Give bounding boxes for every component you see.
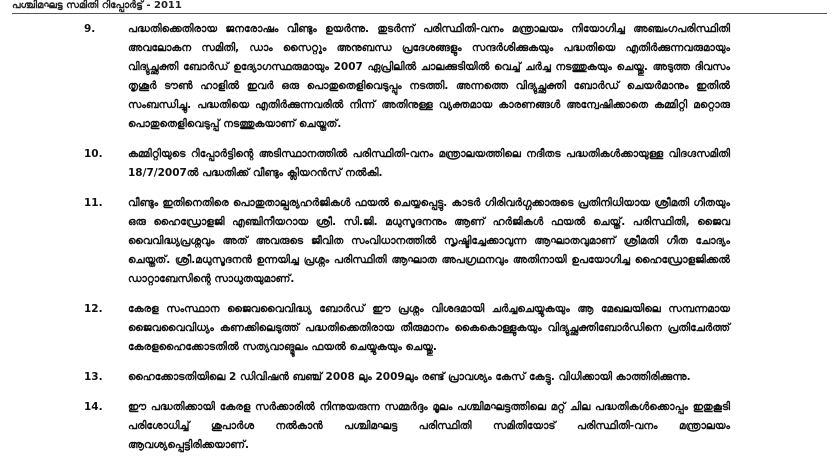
item-paragraph: ഈ പദ്ധതിക്കായി കേരള സർക്കാരിൽ നിന്നുയരുന്ന സമ്മർദ്ദം മൂലം പശ്ചിമഘട്ടത്തിലെ മറ്റ് ചില പദ്ധതികൾക്കൊപ്പം ഇതുകൂടി പരിശോധിച്ച് ശുപാർശ നൽകാൻ പശ്ചിമഘട്ട പരിസ്ഥിതി സമിതിയോട് പരിസ്ഥിതി-വനം മന്ത്രാലയം ആവശ്യപ്പെട്ടിരിക്കയാണ്. xyxy=(128,401,730,451)
item-number: 10. xyxy=(84,148,103,160)
item-number: 12. xyxy=(84,303,103,315)
item-paragraph: ഹൈക്കോടതിയിലെ 2 ഡിവിഷൻ ബഞ്ച് 2008 ലും 2009ലും രണ്ട് പ്രാവശ്യം കേസ് കേട്ടു. വിധിക്കായി കാത്തിരിക്കുന്നു. xyxy=(128,371,691,383)
item-number: 9. xyxy=(84,23,96,35)
list-item xyxy=(0,398,839,455)
list-item xyxy=(0,20,839,134)
item-paragraph: കേരള സംസ്ഥാന ജൈവവൈവിദ്ധ്യ ബോർഡ് ഈ പ്രശ്നം വിശദമായി ചർച്ചചെയ്യുകയും ആ മേഖലയിലെ സമ്പന്നമായ ജൈവവൈവിധ്യം കണക്കിലെടുത്ത് പദ്ധതിക്കെതിരായ തീരുമാനം കൈകൊള്ളുകയും വിദ്യുച്ഛക്തിബോർഡിനെ പ്രതിചേർത്ത് കേരളഹൈക്കോടതിൽ സത്യവാങ്മൂലം ഫയൽ ചെയ്യുകയും ചെയ്തു. xyxy=(128,303,730,353)
header-rule xyxy=(12,13,827,14)
running-header: പശ്ചിമഘട്ട സമിതി റിപ്പോർട്ട് - 2011 xyxy=(12,0,182,11)
item-paragraph: കമ്മിറ്റിയുടെ റിപ്പോർട്ടിന്റെ അടിസ്ഥാനത്തിൽ പരിസ്ഥിതി-വനം മന്ത്രാലയത്തിലെ നദീതട പദ്ധതികൾക്കായുള്ള വിദഗ്ദസമിതി 18/7/2007ൽ പദ്ധതിക്ക് വീണ്ടും ക്ലിയറൻസ് നൽകി. xyxy=(128,148,730,179)
list-item xyxy=(0,194,839,289)
item-number: 11. xyxy=(84,197,103,209)
item-number: 14. xyxy=(84,401,103,413)
numbered-list xyxy=(0,20,839,466)
list-item xyxy=(0,368,839,387)
list-item xyxy=(0,145,839,183)
item-paragraph: പദ്ധതിക്കെതിരായ ജനരോഷം വീണ്ടും ഉയർന്നു. തുടർന്ന് പരിസ്ഥിതി-വനം മന്ത്രാലയം നിയോഗിച്ച അഞ്ചംഗപരിസ്ഥിതി അവലോകന സമിതി, ഡാം സൈറ്റും അനുബന്ധ പ്രദേശങ്ങളും സന്ദർശിക്കുകയും പദ്ധതിയെ എതിർക്കുന്നവരുമായും വിദ്യുച്ഛക്തി ബോർഡ് ഉദ്യോഗസ്ഥരുമായും 2007 ഏപ്രിലിൽ ചാലക്കുടിയിൽ വെച്ച് ചർച്ച നടത്തുകയും ചെയ്തു. അടുത്ത ദിവസം തൃശൂർ ടൗൺ ഹാളിൽ ഇവർ ഒരു പൊതുതെളിവെടുപ്പും നടത്തി. അന്നത്തെ വിദ്യുച്ഛക്തി ബോർഡ് ചെയർമാനും ഇതിൽ സംബന്ധിച്ചു. പദ്ധതിയെ എതിർക്കുന്നവരിൽ നിന്ന് അതിനുള്ള വ്യക്തമായ കാരണങ്ങൾ അന്വേഷിക്കാതെ കമ്മിറ്റി മറ്റൊരു പൊതുതെളിവെടുപ്പ് നടത്തുകയാണ് ചെയ്തത്. xyxy=(128,23,730,130)
item-number: 13. xyxy=(84,371,103,383)
item-paragraph: വീണ്ടും ഇതിനെതിരെ പൊതുതാല്പര്യഹർജികൾ ഫയൽ ചെയ്യപ്പെട്ടു. കാടർ ഗിരിവർഗ്ഗക്കാരുടെ പ്രതിനിധിയായ ശ്രീമതി ഗീതയും ഒരു ഹൈഡ്രോളജി എഞ്ചിനീയറായ ശ്രീ. സി.ജി. മധുസൂദനനും ആണ് ഹർജികൾ ഫയൽ ചെയ്ത്. പരിസ്ഥിതി, ജൈവ വൈവിദ്ധ്യപ്രശ്നവും അത് അവരുടെ ജീവിത സംവിധാനത്തിൽ സൃഷ്ടിച്ചേക്കാവുന്ന ആഘാതവുമാണ് ശ്രീമതി ഗീത ചോദ്യം ചെയ്തത്. ശ്രീ.മധുസൂദനൻ ഉന്നയിച്ച പ്രശ്നം പരിസ്ഥിതി ആഘാത അപഗ്രഥനവും അതിനായി ഉപയോഗിച്ച ഹൈഡ്രോളജിക്കൽ ഡാറ്റാബേസിന്റെ സാധുതയുമാണ്. xyxy=(128,197,730,285)
list-item xyxy=(0,300,839,357)
